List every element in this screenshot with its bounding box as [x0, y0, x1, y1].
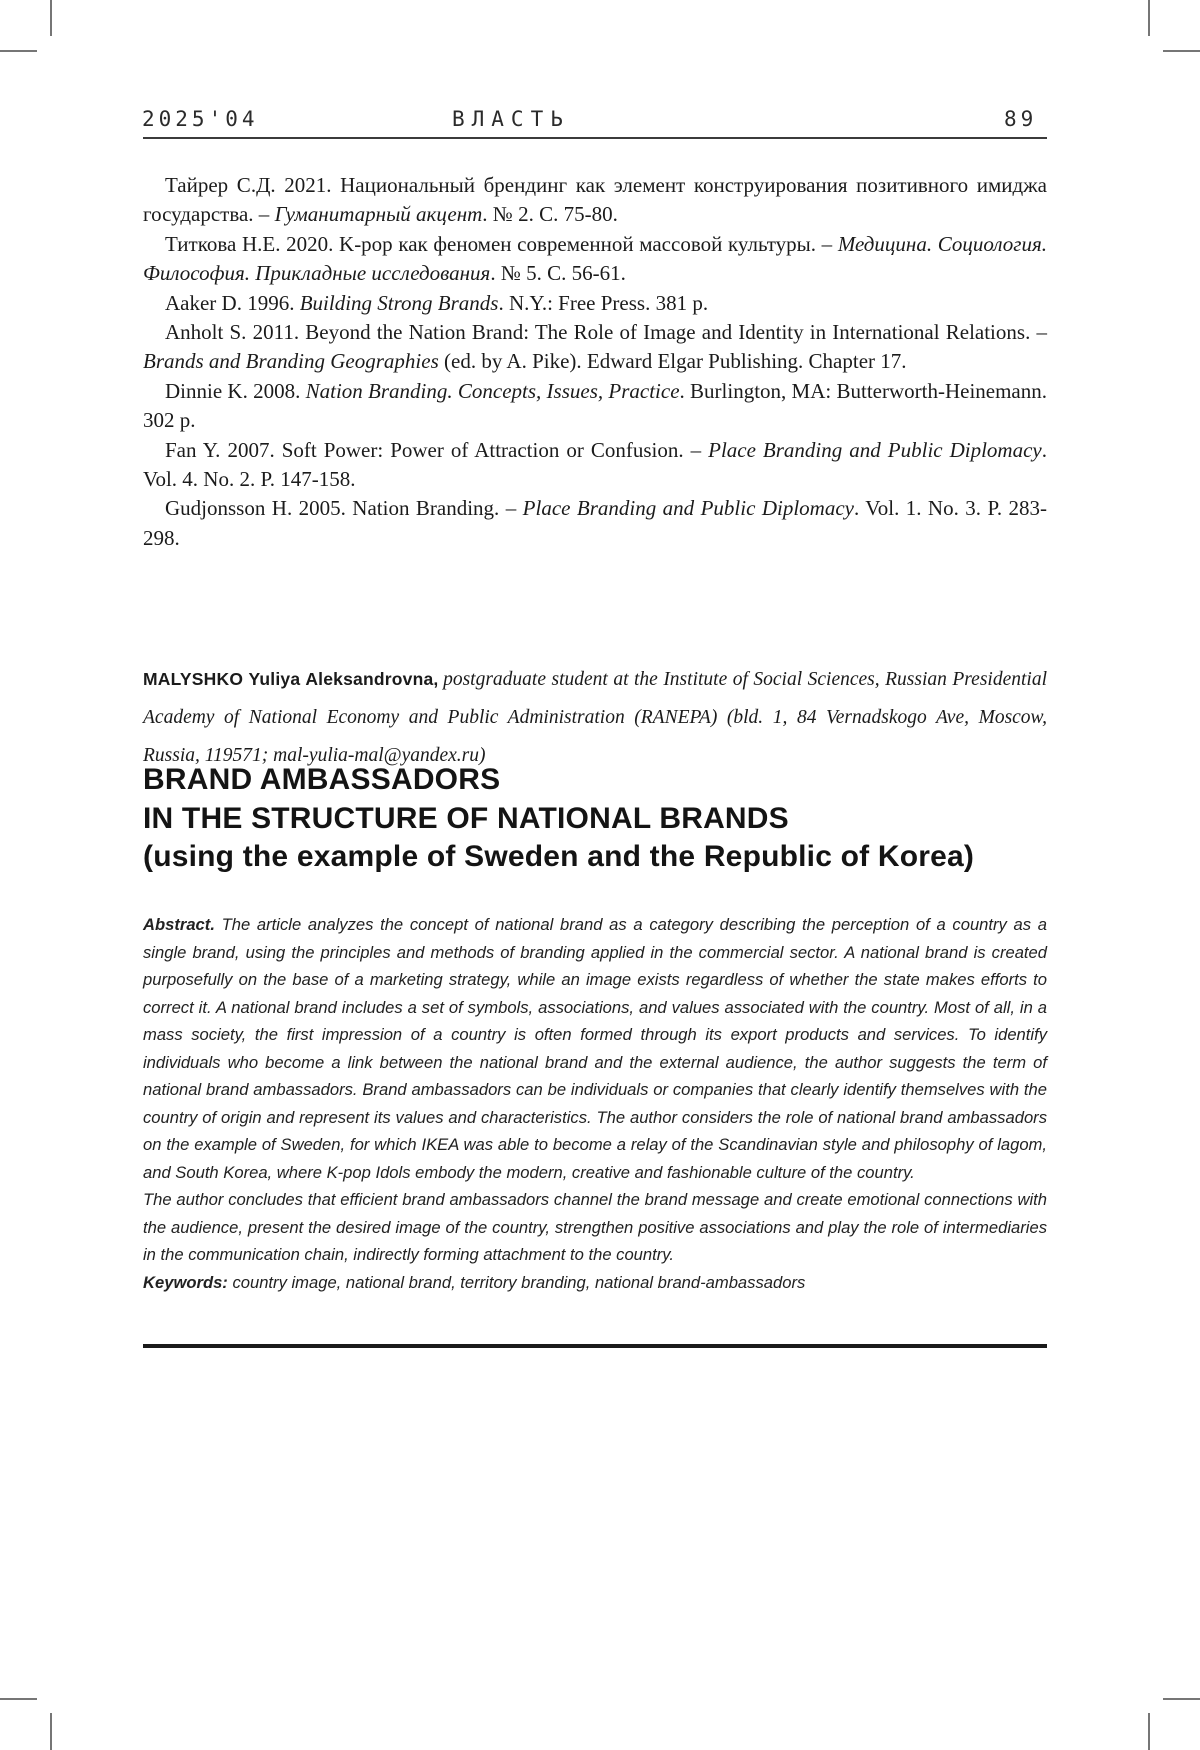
author-block	[143, 661, 1047, 775]
reference-item	[143, 289, 1047, 318]
reference-text: Титкова Н.Е. 2020. K-pop как феномен современной массовой культуры. –	[165, 231, 838, 256]
article-title	[143, 761, 1143, 877]
crop-mark-top-right-horizontal	[1163, 50, 1200, 52]
reference-title-italic: Brands and Branding Geographies	[143, 349, 439, 374]
reference-text: . № 2. С. 75-80.	[482, 202, 618, 227]
reference-text: Fan Y. 2007. Soft Power: Power of Attraction or Confusion. –	[165, 437, 709, 462]
reference-title-italic: Гуманитарный акцент	[274, 202, 483, 227]
reference-item	[143, 171, 1047, 230]
crop-mark-top-left-horizontal	[0, 50, 37, 52]
reference-title-italic: Nation Branding. Concepts, Issues, Practice	[305, 378, 680, 403]
reference-text: Aaker D. 1996.	[165, 290, 300, 315]
reference-item	[143, 436, 1047, 495]
references-list	[143, 171, 1047, 553]
reference-text: . Vol. 4. No. 2. P. 147-158.	[143, 437, 1047, 492]
reference-text: Dinnie K. 2008.	[165, 378, 306, 403]
abstract-text: The article analyzes the concept of national brand as a category describing the perception of a country as a single brand, using the principles and methods of branding applied in the commercial sector. A national brand is created purposefully on the base of a marketing strategy, while an image exists regardless of whether the state makes efforts to correct it. A national brand includes a set of symbols, associations, and values associated with the country. Most of all, in a mass society, the first impression of a country is often formed through its export products and services. To identify individuals who become a link between the national brand and the external audience, the author suggests the term of national brand ambassadors. Brand ambassadors can be individuals or companies that clearly identify themselves with the country of origin and represent its values and characteristics. The author considers the role of national brand ambassadors on the example of Sweden, for which IKEA was able to become a relay of the Scandinavian style and philosophy of lagom, and South Korea, where K-pop Idols embody the modern, creative and fashionable culture of the country.	[143, 915, 1047, 1182]
header-rule	[143, 137, 1047, 139]
reference-item	[143, 494, 1047, 553]
header-journal-name: ВЛАСТЬ	[452, 107, 570, 131]
crop-mark-bottom-left-horizontal	[0, 1698, 37, 1700]
article-title-line: IN THE STRUCTURE OF NATIONAL BRANDS	[143, 801, 789, 835]
reference-title-italic: Медицина. Социология. Философия. Прикладные исследования	[143, 231, 1047, 286]
reference-item	[143, 230, 1047, 289]
abstract-label: Abstract.	[143, 915, 215, 934]
reference-text: . Vol. 1. No. 3. P. 283-298.	[143, 496, 1047, 550]
keywords-text: country image, national brand, territory branding, national brand-ambassadors	[227, 1272, 806, 1292]
reference-text: . Burlington, MA: Butterworth-Heinemann. 302 p.	[143, 378, 1048, 433]
reference-text: Anholt S. 2011. Beyond the Nation Brand: The Role of Image and Identity in International Relations. –	[165, 320, 1047, 345]
section-separator-rule	[143, 1344, 1047, 1348]
crop-mark-bottom-right-horizontal	[1163, 1698, 1200, 1700]
reference-item	[143, 377, 1047, 436]
header-page-number: 89	[1004, 107, 1038, 131]
abstract-paragraph	[143, 911, 1047, 1186]
abstract-paragraph: The author concludes that efficient brand ambassadors channel the brand message and create emotional connections with the audience, present the desired image of the country, strengthen positive associations and play the role of intermediaries in the communication chain, indirectly forming attachment to the country.	[143, 1190, 1047, 1264]
reference-text: . № 5. С. 56-61.	[490, 261, 626, 286]
reference-text: . N.Y.: Free Press. 381 p.	[498, 290, 709, 315]
reference-item	[143, 318, 1047, 377]
crop-mark-top-left-vertical	[50, 0, 52, 36]
crop-mark-bottom-left-vertical	[50, 1713, 52, 1750]
reference-title-italic: Building Strong Brands	[299, 290, 499, 315]
reference-text: Gudjonsson H. 2005. Nation Branding. –	[165, 496, 523, 521]
reference-text: Тайрер С.Д. 2021. Национальный брендинг как элемент конструирования позитивного имиджа государства. –	[143, 173, 1047, 227]
reference-title-italic: Place Branding and Public Diplomacy	[522, 496, 854, 521]
abstract-section	[143, 911, 1047, 1296]
author-affiliation: postgraduate student at the Institute of Social Sciences, Russian Presidential Academy of National Economy and Public Administration (RANEPA) (bld. 1, 84 Vernadskogo Ave, Moscow, Russia, 119571; mal-yulia-mal@yandex.ru)	[143, 669, 1047, 766]
author-name: MALYSHKO Yuliya Aleksandrovna,	[143, 669, 439, 689]
keywords-label: Keywords:	[143, 1272, 228, 1292]
reference-text: (ed. by A. Pike). Edward Elgar Publishing. Chapter 17.	[438, 349, 907, 374]
article-title-line: BRAND AMBASSADORS	[143, 763, 501, 796]
keywords-line	[143, 1269, 1047, 1297]
reference-title-italic: Place Branding and Public Diplomacy	[708, 437, 1042, 462]
crop-mark-bottom-right-vertical	[1148, 1713, 1150, 1750]
crop-mark-top-right-vertical	[1148, 0, 1150, 36]
article-title-line: (using the example of Sweden and the Republic of Korea)	[143, 840, 975, 873]
header-issue-number: 2025'04	[142, 107, 259, 131]
